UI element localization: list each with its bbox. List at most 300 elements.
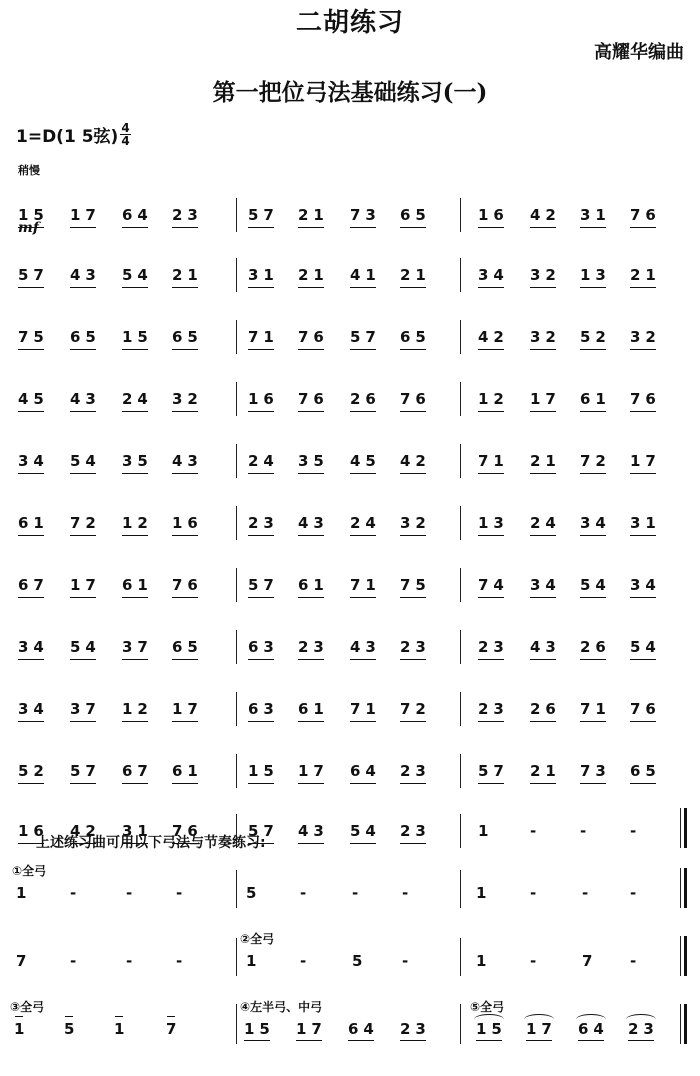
- beam-line: [122, 535, 148, 536]
- ex1-note: -: [402, 884, 414, 902]
- bar-line: [236, 870, 237, 908]
- note-group: 35: [122, 452, 153, 470]
- note-group: 1: [478, 822, 494, 840]
- beam-line: [244, 1040, 270, 1041]
- beam-line: [530, 721, 556, 722]
- beam-line: [478, 349, 504, 350]
- note-group: 16: [478, 206, 509, 224]
- time-signature: [120, 122, 130, 147]
- slur-mark: [474, 1014, 504, 1025]
- beam-line: [298, 783, 324, 784]
- ex2-note: 7: [582, 952, 598, 970]
- note-group: 26: [350, 390, 381, 408]
- note-group: 31: [580, 206, 611, 224]
- beam-line: [248, 227, 274, 228]
- beam-line: [172, 473, 198, 474]
- note-group: 64: [122, 206, 153, 224]
- beam-line: [400, 473, 426, 474]
- note-group: 23: [478, 700, 509, 718]
- beam-line: [122, 473, 148, 474]
- ex5-note: 17: [526, 1020, 557, 1038]
- note-group: 32: [172, 390, 203, 408]
- ex1-note: -: [582, 884, 594, 902]
- bar-line: [460, 382, 461, 416]
- score-row: [0, 672, 700, 732]
- note-group: 72: [70, 514, 101, 532]
- score-row: [0, 610, 700, 670]
- note-group: 57: [248, 576, 279, 594]
- beam-line: [530, 227, 556, 228]
- ex5-label: ⑤全弓: [470, 1000, 505, 1014]
- beam-line: [580, 411, 606, 412]
- beam-line: [296, 1040, 322, 1041]
- note-group: 54: [350, 822, 381, 840]
- bar-line: [236, 198, 237, 232]
- note-group: 63: [248, 700, 279, 718]
- beam-line: [18, 597, 44, 598]
- note-group: 34: [530, 576, 561, 594]
- beam-line: [400, 597, 426, 598]
- bar-line: [236, 1004, 237, 1044]
- composer: 高耀华编曲: [594, 42, 684, 63]
- beam-line: [70, 411, 96, 412]
- note-group: 65: [172, 638, 203, 656]
- note-group: 31: [630, 514, 661, 532]
- note-group: 21: [530, 762, 561, 780]
- ex1-note: 1: [16, 884, 32, 902]
- beam-line: [530, 783, 556, 784]
- note-group: 15: [122, 328, 153, 346]
- note-group: 37: [122, 638, 153, 656]
- beam-line: [580, 597, 606, 598]
- beam-line: [298, 349, 324, 350]
- ex2-note: -: [630, 952, 642, 970]
- note-group: 21: [298, 206, 329, 224]
- note-group: 32: [530, 266, 561, 284]
- note-group: 32: [530, 328, 561, 346]
- note-group: 16: [248, 390, 279, 408]
- beam-line: [350, 597, 376, 598]
- ex1-note: -: [176, 884, 188, 902]
- beam-line: [298, 411, 324, 412]
- beam-line: [630, 349, 656, 350]
- beam-line: [478, 721, 504, 722]
- note-group: 17: [298, 762, 329, 780]
- note-group: 61: [122, 576, 153, 594]
- beam-line: [298, 473, 324, 474]
- note-group: 76: [630, 206, 661, 224]
- slur-mark: [524, 1014, 554, 1025]
- ex1-note: 5: [246, 884, 262, 902]
- beam-line: [70, 227, 96, 228]
- note-group: 54: [580, 576, 611, 594]
- note-group: 76: [630, 390, 661, 408]
- note-group: 73: [350, 206, 381, 224]
- beam-line: [628, 1040, 654, 1041]
- beam-line: [248, 783, 274, 784]
- beam-line: [248, 535, 274, 536]
- bar-line: [236, 692, 237, 726]
- ex4-note: 15: [244, 1020, 275, 1038]
- beam-line: [478, 287, 504, 288]
- bar-line: [460, 1004, 461, 1044]
- beam-line: [172, 721, 198, 722]
- note-group: 54: [70, 452, 101, 470]
- note-group: 31: [248, 266, 279, 284]
- beam-line: [70, 721, 96, 722]
- beam-line: [630, 287, 656, 288]
- bar-line: [460, 568, 461, 602]
- beam-line: [172, 411, 198, 412]
- note-group: 23: [478, 638, 509, 656]
- score-row: [0, 362, 700, 422]
- beam-line: [530, 597, 556, 598]
- note-group: 71: [350, 700, 381, 718]
- beam-line: [530, 287, 556, 288]
- note-group: 43: [70, 266, 101, 284]
- beam-line: [172, 659, 198, 660]
- note-group: 21: [630, 266, 661, 284]
- note-group: 45: [18, 390, 49, 408]
- bar-line: [460, 258, 461, 292]
- beam-line: [478, 473, 504, 474]
- subtitle: 第一把位弓法基础练习(一): [212, 79, 488, 106]
- note-group: 74: [478, 576, 509, 594]
- ex2-note: -: [126, 952, 138, 970]
- tempo-mark: 稍慢: [18, 164, 40, 177]
- beam-line: [18, 659, 44, 660]
- note-group: 75: [400, 576, 431, 594]
- final-bar-thick: [684, 808, 687, 848]
- note-group: 52: [580, 328, 611, 346]
- beam-line: [350, 783, 376, 784]
- ex1-note: -: [630, 884, 642, 902]
- final-bar-thick: [684, 868, 687, 908]
- note-group: 31: [122, 822, 153, 840]
- note-group: 43: [350, 638, 381, 656]
- beam-line: [248, 349, 274, 350]
- ex1-note: -: [70, 884, 82, 902]
- beam-line: [400, 783, 426, 784]
- ex2-note: 7: [16, 952, 32, 970]
- beat-mark: [15, 1016, 23, 1017]
- note-group: 24: [248, 452, 279, 470]
- slur-mark: [576, 1014, 606, 1025]
- ex5-note: 64: [578, 1020, 609, 1038]
- ex2-note: -: [70, 952, 82, 970]
- beam-line: [400, 1040, 426, 1041]
- note-group: 52: [18, 762, 49, 780]
- note-group: 35: [298, 452, 329, 470]
- score-row: [0, 238, 700, 298]
- final-bar-thin: [680, 868, 681, 908]
- score-row: [0, 548, 700, 608]
- beam-line: [350, 227, 376, 228]
- beam-line: [248, 597, 274, 598]
- time-top: 4: [121, 121, 130, 135]
- beat-mark: [167, 1016, 175, 1017]
- beam-line: [70, 597, 96, 598]
- ex2-label: ②全弓: [240, 932, 275, 946]
- ex3-note: 1: [14, 1020, 30, 1038]
- note-group: 57: [350, 328, 381, 346]
- final-bar-thin: [680, 1004, 681, 1044]
- beam-line: [400, 227, 426, 228]
- note-group: 61: [172, 762, 203, 780]
- note-group: 67: [18, 576, 49, 594]
- final-bar-thick: [684, 936, 687, 976]
- slur-mark: [626, 1014, 656, 1025]
- note-group: 23: [400, 822, 431, 840]
- score-row: [0, 178, 700, 238]
- beam-line: [18, 473, 44, 474]
- beam-line: [580, 473, 606, 474]
- beam-line: [348, 1040, 374, 1041]
- note-group: 34: [580, 514, 611, 532]
- note-group: 12: [478, 390, 509, 408]
- ex5-note: 23: [628, 1020, 659, 1038]
- beam-line: [530, 659, 556, 660]
- note-group: 57: [70, 762, 101, 780]
- note-group: 34: [18, 452, 49, 470]
- beam-line: [298, 535, 324, 536]
- bar-line: [460, 198, 461, 232]
- note-group: 43: [172, 452, 203, 470]
- note-group: 23: [248, 514, 279, 532]
- beam-line: [70, 783, 96, 784]
- note-group: 21: [298, 266, 329, 284]
- beam-line: [350, 535, 376, 536]
- beam-line: [350, 473, 376, 474]
- ex4-label: ④左半弓、中弓: [240, 1000, 323, 1014]
- beam-line: [580, 349, 606, 350]
- final-bar-thick: [684, 1004, 687, 1044]
- note-group: 65: [172, 328, 203, 346]
- beam-line: [630, 783, 656, 784]
- bar-line: [236, 382, 237, 416]
- key-text: 1=D(1 5弦): [16, 127, 119, 147]
- beam-line: [298, 287, 324, 288]
- note-group: -: [530, 822, 542, 840]
- note-group: 71: [248, 328, 279, 346]
- note-group: 65: [400, 206, 431, 224]
- note-group: 61: [298, 700, 329, 718]
- note-group: 23: [400, 638, 431, 656]
- score-row: [0, 424, 700, 484]
- bar-line: [236, 754, 237, 788]
- beam-line: [350, 349, 376, 350]
- note-group: 71: [350, 576, 381, 594]
- beam-line: [478, 783, 504, 784]
- ex5-note: 15: [476, 1020, 507, 1038]
- note-group: 76: [298, 328, 329, 346]
- beam-line: [298, 227, 324, 228]
- final-bar-thin: [680, 936, 681, 976]
- beam-line: [172, 227, 198, 228]
- bar-line: [236, 938, 237, 976]
- note-group: 43: [298, 822, 329, 840]
- note-group: -: [630, 822, 642, 840]
- note-group: 41: [350, 266, 381, 284]
- note-group: 71: [580, 700, 611, 718]
- beam-line: [350, 721, 376, 722]
- beam-line: [630, 597, 656, 598]
- note-group: 23: [172, 206, 203, 224]
- note-group: 16: [172, 514, 203, 532]
- key-signature: [16, 122, 131, 147]
- note-group: 75: [18, 328, 49, 346]
- note-group: 76: [172, 822, 203, 840]
- note-group: 71: [478, 452, 509, 470]
- note-group: 17: [70, 576, 101, 594]
- beam-line: [18, 287, 44, 288]
- note-group: 43: [298, 514, 329, 532]
- beam-line: [580, 783, 606, 784]
- beam-line: [70, 659, 96, 660]
- beam-line: [478, 227, 504, 228]
- score-row: [0, 486, 700, 546]
- beam-line: [122, 659, 148, 660]
- beam-line: [122, 597, 148, 598]
- bar-line: [460, 870, 461, 908]
- beam-line: [478, 597, 504, 598]
- note-group: 57: [248, 206, 279, 224]
- note-group: 13: [580, 266, 611, 284]
- note-group: 17: [172, 700, 203, 718]
- note-group: 24: [350, 514, 381, 532]
- beam-line: [526, 1040, 552, 1041]
- beam-line: [530, 349, 556, 350]
- beam-line: [70, 535, 96, 536]
- beam-line: [18, 535, 44, 536]
- beam-line: [580, 535, 606, 536]
- note-group: 15: [18, 206, 49, 224]
- note-group: 15: [248, 762, 279, 780]
- note-group: 17: [630, 452, 661, 470]
- note-group: 24: [122, 390, 153, 408]
- beam-line: [580, 659, 606, 660]
- note-group: 43: [530, 638, 561, 656]
- note-group: 24: [530, 514, 561, 532]
- beam-line: [18, 411, 44, 412]
- beam-line: [122, 349, 148, 350]
- beam-line: [580, 287, 606, 288]
- ex2-note: 1: [476, 952, 492, 970]
- beam-line: [580, 721, 606, 722]
- note-group: 45: [350, 452, 381, 470]
- beam-line: [630, 473, 656, 474]
- note-group: 54: [70, 638, 101, 656]
- beam-line: [172, 535, 198, 536]
- beam-line: [122, 721, 148, 722]
- note-group: 76: [400, 390, 431, 408]
- beam-line: [400, 535, 426, 536]
- beam-line: [630, 721, 656, 722]
- ex2-note: -: [402, 952, 414, 970]
- ex1-note: -: [530, 884, 542, 902]
- beam-line: [350, 411, 376, 412]
- beam-line: [350, 659, 376, 660]
- ex4-note: 23: [400, 1020, 431, 1038]
- note-group: 37: [70, 700, 101, 718]
- ex1-label: ①全弓: [12, 864, 47, 878]
- beam-line: [248, 659, 274, 660]
- beam-line: [172, 287, 198, 288]
- beam-line: [172, 783, 198, 784]
- beam-line: [478, 659, 504, 660]
- note-group: 13: [478, 514, 509, 532]
- ex1-note: -: [300, 884, 312, 902]
- beam-line: [248, 721, 274, 722]
- page-title: 二胡练习: [295, 8, 404, 38]
- note-group: 32: [630, 328, 661, 346]
- note-group: 43: [70, 390, 101, 408]
- ex2-note: 5: [352, 952, 368, 970]
- ex2-note: -: [300, 952, 312, 970]
- note-group: 76: [630, 700, 661, 718]
- note-group: 42: [530, 206, 561, 224]
- beam-line: [122, 783, 148, 784]
- dynamic-mark: mf: [18, 220, 39, 236]
- beam-line: [350, 287, 376, 288]
- ex4-note: 64: [348, 1020, 379, 1038]
- beam-line: [400, 843, 426, 844]
- beam-line: [248, 473, 274, 474]
- beam-line: [578, 1040, 604, 1041]
- bar-line: [236, 320, 237, 354]
- ex3-note: 1: [114, 1020, 130, 1038]
- note-group: 65: [70, 328, 101, 346]
- bar-line: [460, 938, 461, 976]
- beam-line: [70, 287, 96, 288]
- ex3-note: 5: [64, 1020, 80, 1038]
- note-group: 17: [530, 390, 561, 408]
- note-group: 32: [400, 514, 431, 532]
- note-group: 54: [630, 638, 661, 656]
- ex1-note: 1: [476, 884, 492, 902]
- beam-line: [478, 535, 504, 536]
- beam-line: [18, 783, 44, 784]
- note-group: 23: [298, 638, 329, 656]
- ex1-note: -: [126, 884, 138, 902]
- beam-line: [70, 473, 96, 474]
- ex2-note: 1: [246, 952, 262, 970]
- beam-line: [400, 659, 426, 660]
- beam-line: [400, 287, 426, 288]
- note-group: 42: [400, 452, 431, 470]
- ex3-label: ③全弓: [10, 1000, 45, 1014]
- bar-line: [236, 506, 237, 540]
- score-row: [0, 300, 700, 360]
- beam-line: [172, 349, 198, 350]
- note-group: 54: [122, 266, 153, 284]
- beam-line: [122, 287, 148, 288]
- note-group: -: [580, 822, 592, 840]
- note-group: 34: [630, 576, 661, 594]
- beam-line: [18, 721, 44, 722]
- time-bottom: 4: [121, 134, 130, 148]
- bar-line: [236, 630, 237, 664]
- beam-line: [122, 411, 148, 412]
- note-group: 61: [18, 514, 49, 532]
- note-group: 34: [18, 700, 49, 718]
- beam-line: [122, 227, 148, 228]
- note-group: 42: [478, 328, 509, 346]
- note-group: 72: [400, 700, 431, 718]
- note-group: 34: [478, 266, 509, 284]
- note-group: 17: [70, 206, 101, 224]
- ex1-note: -: [352, 884, 364, 902]
